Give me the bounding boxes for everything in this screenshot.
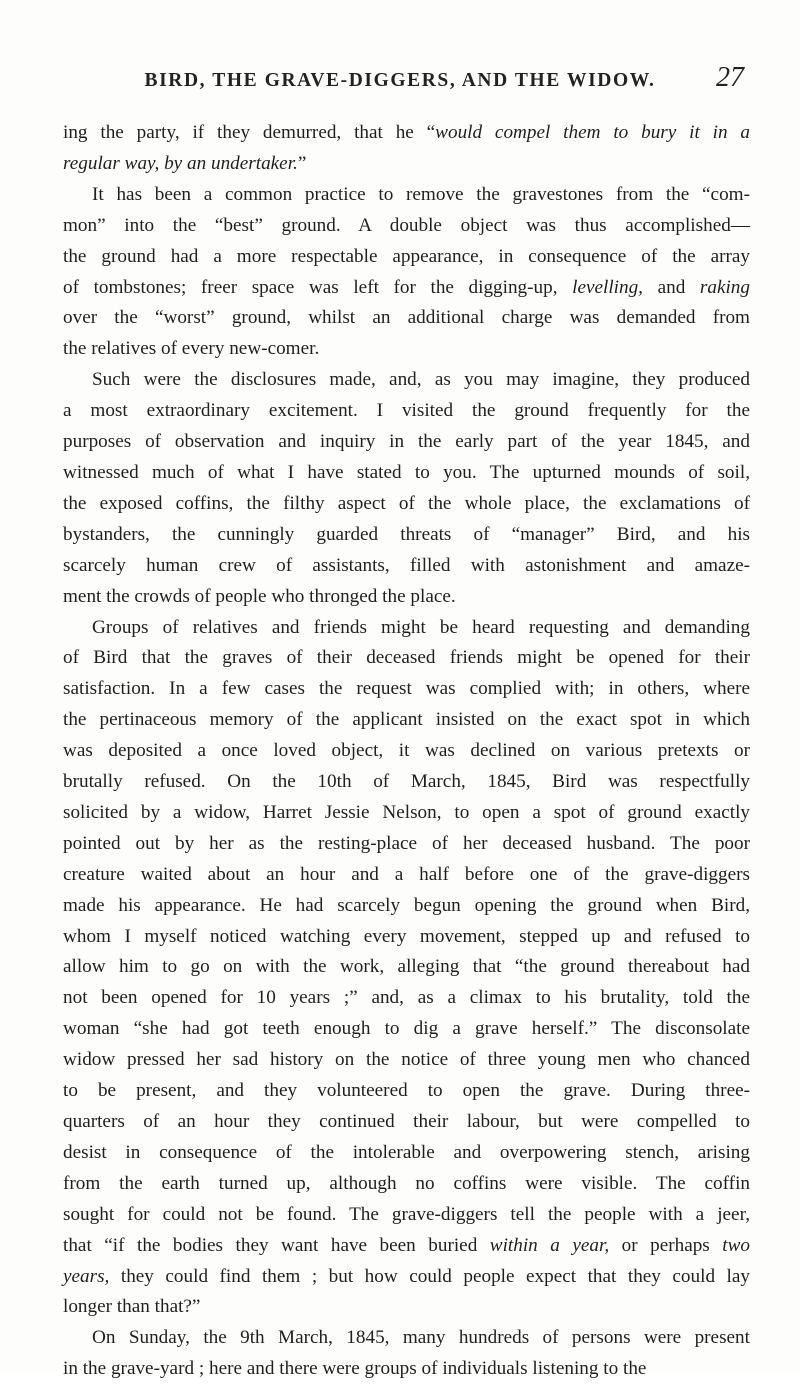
text-run: witnessed much of what I have stated to you. The upturned mounds of soil, <box>63 461 750 483</box>
body-text <box>63 118 750 1385</box>
text-run: desist in consequence of the intolerable and overpowering stench, arising <box>63 1141 750 1163</box>
text-run: the relatives of every new-comer. <box>63 338 320 360</box>
text-run: a most extraordinary excitement. I visited the ground frequently for the <box>63 400 750 422</box>
italic-run: years, <box>63 1265 110 1287</box>
text-run: whom I myself noticed watching every movement, stepped up and refused to <box>63 925 750 947</box>
text-line <box>63 829 750 860</box>
text-line <box>63 983 750 1014</box>
text-line <box>63 334 750 365</box>
text-line <box>63 1045 750 1076</box>
text-line <box>63 1292 750 1323</box>
italic-run: raking <box>699 276 750 298</box>
text-run: made his appearance. He had scarcely begun opening the ground when Bird, <box>63 894 750 916</box>
text-line <box>63 427 750 458</box>
text-run: longer than that?” <box>63 1296 201 1318</box>
text-line <box>63 582 750 613</box>
paragraph <box>63 180 750 365</box>
text-line <box>63 674 750 705</box>
text-run: widow pressed her sad history on the notice of three young men who chanced <box>63 1049 750 1071</box>
text-line <box>63 1014 750 1045</box>
text-run: bystanders, the cunningly guarded threats of “manager” Bird, and his <box>63 523 750 545</box>
paragraph <box>63 365 750 612</box>
text-run: the exposed coffins, the filthy aspect of the whole place, the exclamations of <box>63 492 750 514</box>
text-line <box>63 1169 750 1200</box>
text-run: of Bird that the graves of their deceased friends might be opened for their <box>63 647 750 669</box>
text-run: On Sunday, the 9th March, 1845, many hundreds of persons were present <box>92 1327 750 1349</box>
text-line <box>63 1200 750 1231</box>
text-line <box>63 1138 750 1169</box>
text-run: over the “worst” ground, whilst an additional charge was demanded from <box>63 307 750 329</box>
text-line <box>63 365 750 396</box>
text-run: ing the party, if they demurred, that he “ <box>63 122 436 143</box>
text-line <box>63 303 750 334</box>
text-run: ” <box>297 152 307 174</box>
italic-run: regular way, by an undertaker. <box>63 152 298 174</box>
text-run: allow him to go on with the work, alleging that “the ground thereabout had <box>63 956 750 978</box>
text-run: mon” into the “best” ground. A double object was thus accomplished— <box>63 214 750 236</box>
text-run: in the grave-yard ; here and there were groups of individuals listening to the <box>63 1358 647 1380</box>
text-run: purposes of observation and inquiry in the early part of the year 1845, and <box>63 431 750 453</box>
running-head: BIRD, THE GRAVE-DIGGERS, AND THE WIDOW. <box>144 70 656 91</box>
text-line <box>63 149 750 180</box>
italic-run: levelling, <box>572 276 643 298</box>
text-run: the ground had a more respectable appearance, in consequence of the array <box>63 245 750 267</box>
page-number: 27 <box>716 62 744 93</box>
text-line <box>63 489 750 520</box>
text-run: It has been a common practice to remove the gravestones from the “com- <box>92 183 750 205</box>
text-line <box>63 458 750 489</box>
text-run: creature waited about an hour and a half before one of the grave-diggers <box>63 863 750 885</box>
text-run: brutally refused. On the 10th of March, 1845, Bird was respectfully <box>63 771 750 793</box>
text-line <box>63 273 750 304</box>
page-header <box>60 62 744 98</box>
text-run: scarcely human crew of assistants, filled with astonishment and amaze- <box>63 554 750 576</box>
italic-run: would compel them to bury it in a <box>435 122 750 143</box>
text-run: of tombstones; freer space was left for the digging-up, <box>63 276 573 298</box>
text-line <box>63 613 750 644</box>
text-run: Such were the disclosures made, and, as you may imagine, they produced <box>92 369 750 391</box>
text-line <box>63 705 750 736</box>
text-line <box>63 1323 750 1354</box>
text-line <box>63 1354 750 1385</box>
text-line <box>63 798 750 829</box>
text-line <box>63 1262 750 1293</box>
italic-run: two <box>722 1234 750 1256</box>
text-line <box>63 860 750 891</box>
text-line <box>63 767 750 798</box>
italic-run: within a year, <box>489 1234 610 1256</box>
text-line <box>63 242 750 273</box>
text-line <box>63 922 750 953</box>
text-run: not been opened for 10 years ;” and, as a climax to his brutality, told the <box>63 987 750 1009</box>
text-run: from the earth turned up, although no coffins were visible. The coffin <box>63 1172 750 1194</box>
text-run: ment the crowds of people who thronged the place. <box>63 585 456 607</box>
text-line <box>63 118 750 149</box>
paragraph <box>63 118 750 180</box>
text-line <box>63 520 750 551</box>
text-run: Groups of relatives and friends might be heard requesting and demanding <box>92 616 750 638</box>
text-run: and <box>642 276 700 298</box>
text-run: they could find them ; but how could people expect that they could lay <box>109 1265 750 1287</box>
text-run: to be present, and they volunteered to open the grave. During three- <box>63 1080 750 1102</box>
text-run: or perhaps <box>609 1234 723 1256</box>
text-run: pointed out by her as the resting-place of her deceased husband. The poor <box>63 832 750 854</box>
text-run: was deposited a once loved object, it was declined on various pretexts or <box>63 740 750 762</box>
text-line <box>63 180 750 211</box>
text-line <box>63 551 750 582</box>
text-line <box>63 643 750 674</box>
text-line <box>63 736 750 767</box>
text-line <box>63 891 750 922</box>
text-run: quarters of an hour they continued their labour, but were compelled to <box>63 1111 750 1132</box>
text-run: sought for could not be found. The grave-diggers tell the people with a jeer, <box>63 1203 750 1225</box>
paragraph <box>63 1323 750 1385</box>
paragraph <box>63 613 750 1324</box>
text-run: solicited by a widow, Harret Jessie Nelson, to open a spot of ground exactly <box>63 801 750 823</box>
text-line <box>63 396 750 427</box>
text-line <box>63 952 750 983</box>
text-line <box>63 211 750 242</box>
text-run: that “if the bodies they want have been buried <box>63 1234 490 1256</box>
text-line <box>63 1076 750 1107</box>
text-line <box>63 1107 750 1138</box>
text-run: satisfaction. In a few cases the request was complied with; in others, where <box>63 678 750 700</box>
text-line <box>63 1231 750 1262</box>
text-run: the pertinaceous memory of the applicant insisted on the exact spot in which <box>63 709 750 731</box>
text-run: woman “she had got teeth enough to dig a grave herself.” The disconsolate <box>63 1018 750 1040</box>
